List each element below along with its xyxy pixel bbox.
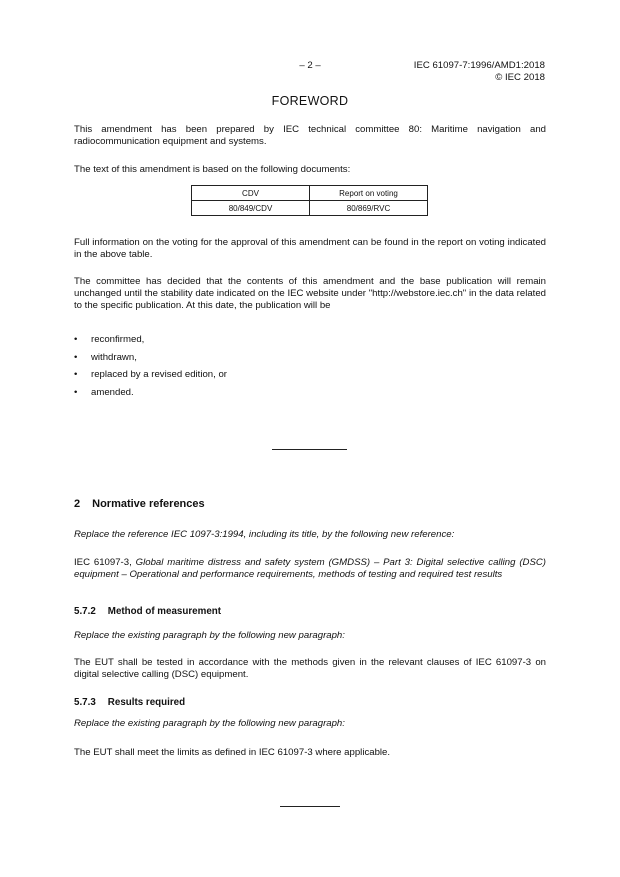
section-5-7-3-heading: 5.7.3 Results required bbox=[74, 697, 186, 708]
section-5-7-2-heading: 5.7.2 Method of measurement bbox=[74, 606, 222, 617]
section-2-heading: 2 Normative references bbox=[74, 498, 205, 510]
section-2-reference: IEC 61097-3, Global maritime distress and safety system (GMDSS) – Part 3: Digital selective calling (DSC) equipment – Operational and performance requirements, methods of testing and required test results bbox=[74, 557, 546, 580]
list-item: • withdrawn, bbox=[74, 351, 137, 363]
table-cell: 80/869/RVC bbox=[310, 201, 428, 216]
section-5-7-2-instruction: Replace the existing paragraph by the following new paragraph: bbox=[74, 630, 345, 641]
foreword-paragraph-voting: Full information on the voting for the approval of this amendment can be found in the report on voting indicated in the above table. bbox=[74, 237, 546, 260]
table-cell: 80/849/CDV bbox=[192, 201, 310, 216]
foreword-paragraph-stability: The committee has decided that the contents of this amendment and the base publication will remain unchanged until the stability date indicated on the IEC website under "http://webstore.iec.ch" in the data related to the specific publication. At this date, the publication will be bbox=[74, 276, 546, 311]
publication-outcome-list bbox=[74, 334, 546, 404]
section-2-instruction: Replace the reference IEC 1097-3:1994, including its title, by the following new reference: bbox=[74, 529, 455, 540]
page-title: FOREWORD bbox=[271, 94, 349, 108]
list-item: • reconfirmed, bbox=[74, 334, 145, 345]
list-item: • replaced by a revised edition, or bbox=[74, 369, 227, 380]
voting-documents-table bbox=[191, 185, 428, 216]
document-header bbox=[414, 60, 545, 84]
table-row bbox=[192, 201, 428, 216]
foreword-paragraph-committee: This amendment has been prepared by IEC technical committee 80: Maritime navigation and radiocommunication equipment and systems. bbox=[74, 124, 546, 147]
section-5-7-2-text: The EUT shall be tested in accordance with the methods given in the relevant clauses of IEC 61097-3 on digital selective calling (DSC) equipment. bbox=[74, 657, 546, 680]
section-5-7-3-instruction: Replace the existing paragraph by the following new paragraph: bbox=[74, 718, 345, 729]
end-rule bbox=[280, 806, 340, 807]
copyright-notice: © IEC 2018 bbox=[495, 72, 545, 83]
document-id: IEC 61097-7:1996/AMD1:2018 bbox=[413, 60, 545, 71]
foreword-paragraph-documents: The text of this amendment is based on the following documents: bbox=[74, 164, 351, 175]
separator-rule bbox=[272, 449, 347, 450]
section-5-7-3-text: The EUT shall meet the limits as defined in IEC 61097-3 where applicable. bbox=[74, 747, 391, 758]
page-number: – 2 – bbox=[299, 60, 321, 71]
table-header-row bbox=[192, 186, 428, 201]
table-header-cell: Report on voting bbox=[310, 186, 428, 201]
list-item: • amended. bbox=[74, 386, 134, 398]
table-header-cell: CDV bbox=[192, 186, 310, 201]
